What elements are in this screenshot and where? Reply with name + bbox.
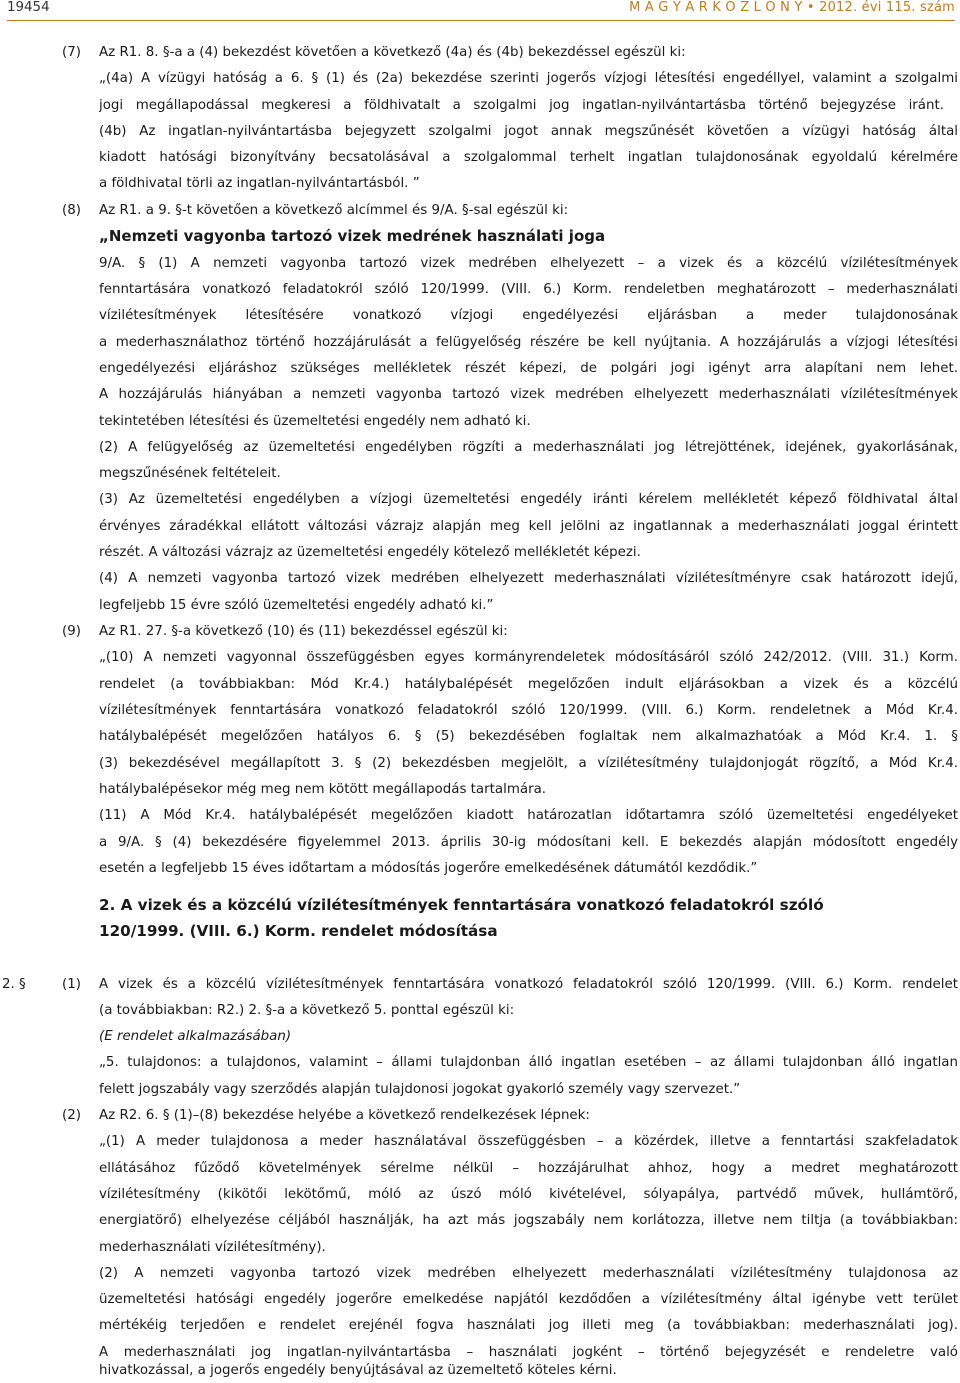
text-line: engedélyezési eljáráshoz szükséges mellékletek részét képezi, de polgári jogi igényt arra alapítani nem lehet. bbox=[99, 361, 958, 376]
text-line: megszűnésének feltételeit. bbox=[99, 466, 281, 481]
text-line: kiadott hatósági bizonyítvány becsatolásával a szolgalommal terhelt ingatlan tulajdonosának egyoldalú kérelmére bbox=[99, 150, 958, 165]
text-line: vízilétesítmények fenntartására vonatkozó feladatokról szóló 120/1999. (VIII. 6.) Korm. rendeletnek a Mód Kr.4. bbox=[99, 703, 958, 718]
text-line: a mederhasználathoz történő hozzájárulását a felügyelőség részére be kell nyújtania. A hozzájárulás a vízjogi létesítési bbox=[99, 335, 958, 350]
text-line: Az R1. 27. §-a következő (10) és (11) bekezdéssel egészül ki: bbox=[99, 624, 508, 639]
section-heading: 2. A vizek és a közcélú vízilétesítmények fenntartására vonatkozó feladatokról szóló bbox=[99, 896, 824, 914]
text-line: (2) A felügyelőség az üzemeltetési engedélyben rögzíti a mederhasználati jog létrejöttének, idejének, gyakorlásának, bbox=[99, 440, 958, 455]
page-number: 19454 bbox=[7, 0, 50, 15]
text-line: legfeljebb 15 évre szóló üzemeltetési engedély adható ki.” bbox=[99, 598, 494, 613]
paragraph-label-9: (9) bbox=[62, 624, 81, 639]
text-line: fenntartására vonatkozó feladatokról szóló 120/1999. (VIII. 6.) Korm. rendeletben meghatározott – mederhasználati bbox=[99, 282, 958, 297]
header-rule bbox=[7, 20, 955, 21]
text-line: A vizek és a közcélú vízilétesítmények fenntartására vonatkozó feladatokról szóló 120/1999. (VIII. 6.) Korm. rendelet bbox=[99, 977, 958, 992]
text-line: (2) A nemzeti vagyonba tartozó vizek medrében elhelyezett mederhasználati vízilétesítmény tulajdonosa az bbox=[99, 1266, 958, 1281]
paragraph-label-8: (8) bbox=[62, 203, 81, 218]
text-line: Az R2. 6. § (1)–(8) bekezdése helyébe a következő rendelkezések lépnek: bbox=[99, 1108, 590, 1123]
text-line: üzemeltetési hatósági engedély jogerőre emelkedése napjától kezdődően a vízilétesítmény által igénybe vett terület bbox=[99, 1292, 958, 1307]
text-line: (3) bekezdésével megállapított 3. § (2) bekezdésben megjelölt, a vízilétesítmény tulajdonjogát rögzítő, a Mód Kr.4. bbox=[99, 756, 958, 771]
text-line: „(4a) A vízügyi hatóság a 6. § (1) és (2a) bekezdése szerinti jogerős vízjogi létesítési engedéllyel, valamint a szolgalmi bbox=[99, 71, 958, 86]
text-line: a földhivatal törli az ingatlan-nyilvántartásból. ” bbox=[99, 176, 420, 191]
text-line: Az R1. a 9. §-t követően a következő alcímmel és 9/A. §-sal egészül ki: bbox=[99, 203, 569, 218]
text-line: Az R1. 8. §-a a (4) bekezdést követően a következő (4a) és (4b) bekezdéssel egészül ki: bbox=[99, 45, 686, 60]
text-line: hatálybalépését megelőzően hatályos 6. § (5) bekezdésében foglaltak nem alkalmazhatóak a Mód Kr.4. 1. § bbox=[99, 729, 958, 744]
page-header bbox=[7, 0, 955, 22]
text-line: „5. tulajdonos: a tulajdonos, valamint – állami tulajdonban álló ingatlan esetében – az állami tulajdonban álló ingatlan bbox=[99, 1055, 958, 1070]
section-heading: 120/1999. (VIII. 6.) Korm. rendelet módosítása bbox=[99, 922, 498, 940]
paragraph-label-1: (1) bbox=[62, 977, 81, 992]
section-label: 2. § bbox=[2, 977, 26, 992]
text-line: mértékéig terjedően e rendelet erejénél fogva használati jog illeti meg (a továbbiakban: mederhasználati jog). bbox=[99, 1318, 958, 1333]
text-line: (3) Az üzemeltetési engedélyben a vízjogi üzemeltetési engedély iránti kérelem mellékletét képező földhivatal által bbox=[99, 492, 958, 507]
text-line: A mederhasználati jog ingatlan-nyilvántartásba – használati jogként – történő bejegyzését e rendeletre való bbox=[99, 1345, 958, 1360]
text-line: (11) A Mód Kr.4. hatálybalépését megelőzően kiadott határozatlan időtartamra szóló üzemeltetési engedélyeket bbox=[99, 808, 958, 823]
text-line: a 9/A. § (4) bekezdésére figyelemmel 2013. április 30-ig módosítani kell. E bekezdés alapján módosított engedély bbox=[99, 835, 958, 850]
text-line: A hozzájárulás hiányában a nemzeti vagyonba tartozó vizek medrében elhelyezett mederhasználati vízilétesítmények bbox=[99, 387, 958, 402]
text-line: „(1) A meder tulajdonosa a meder használatával összefüggésben – a közérdek, illetve a fenntartási szakfeladatok bbox=[99, 1134, 958, 1149]
journal-title: M A G Y A R K Ö Z L Ö N Y • 2012. évi 115. szám bbox=[629, 0, 955, 15]
text-line: rendelet (a továbbiakban: Mód Kr.4.) hatálybalépését megelőzően indult eljárásokban a vizek és a közcélú bbox=[99, 677, 958, 692]
text-line: vízilétesítmények létesítésére vonatkozó vízjogi engedélyezési eljárásban a meder tulajdonosának bbox=[99, 308, 958, 323]
text-line: (a továbbiakban: R2.) 2. §-a a következő 5. ponttal egészül ki: bbox=[99, 1003, 515, 1018]
text-line: jogi megállapodással megkeresi a földhivatalt a szolgalmi jog ingatlan-nyilvántartásba történő bejegyzése iránt. bbox=[99, 98, 944, 113]
text-line: (4) A nemzeti vagyonba tartozó vizek medrében elhelyezett mederhasználati vízilétesítményre csak határozott idejű, bbox=[99, 571, 958, 586]
text-line: érvényes záradékkal ellátott változási vázrajz alapján meg kell jelölni az ingatlannak a mederhasználati joggal érintett bbox=[99, 519, 958, 534]
paragraph-label-7: (7) bbox=[62, 45, 81, 60]
text-line: felett jogszabály vagy szerződés alapján tulajdonosi jogokat gyakorló személy vagy szervezet.” bbox=[99, 1082, 741, 1097]
paragraph-label-2: (2) bbox=[62, 1108, 81, 1123]
text-line: hivatkozással, a jogerős engedély benyújtásával az üzemeltető köteles kérni. bbox=[99, 1363, 617, 1378]
text-line: 9/A. § (1) A nemzeti vagyonba tartozó vizek medrében elhelyezett – a vizek és a közcélú vízilétesítmények bbox=[99, 256, 958, 271]
text-line: vízilétesítmény (kikötői lekötőmű, móló az úszó móló kivételével, sólyapálya, partvédő művek, hullámtörő, bbox=[99, 1187, 958, 1202]
text-line: „(10) A nemzeti vagyonnal összefüggésben egyes kormányrendeletek módosításáról szóló 242/2012. (VIII. 31.) Korm. bbox=[99, 650, 958, 665]
text-line: részét. A változási vázrajz az üzemeltetési engedély kötelező mellékletét képezi. bbox=[99, 545, 641, 560]
text-line: tekintetében létesítési és üzemeltetési engedély nem adható ki. bbox=[99, 414, 531, 429]
text-line: (E rendelet alkalmazásában) bbox=[99, 1029, 292, 1044]
text-line: (4b) Az ingatlan-nyilvántartásba bejegyzett szolgalmi jogot annak megszűnését követően a vízügyi hatóság által bbox=[99, 124, 958, 139]
subsection-title: „Nemzeti vagyonba tartozó vizek medrének használati joga bbox=[99, 227, 606, 245]
text-line: energiatörő) elhelyezése céljából használják, ha azt más jogszabály nem korlátozza, illetve nem tiltja (a továbbiakban: bbox=[99, 1213, 958, 1228]
text-line: mederhasználati vízilétesítmény). bbox=[99, 1240, 326, 1255]
text-line: hatálybalépésekor még meg nem kötött megállapodás tartalmára. bbox=[99, 782, 547, 797]
text-line: ellátásához fűződő követelmények sérelme nélkül – hozzájárulhat ahhoz, hogy a medret meghatározott bbox=[99, 1161, 958, 1176]
text-line: esetén a legfeljebb 15 éves időtartam a módosítás jogerőre emelkedésének dátumától kezdődik.” bbox=[99, 861, 758, 876]
